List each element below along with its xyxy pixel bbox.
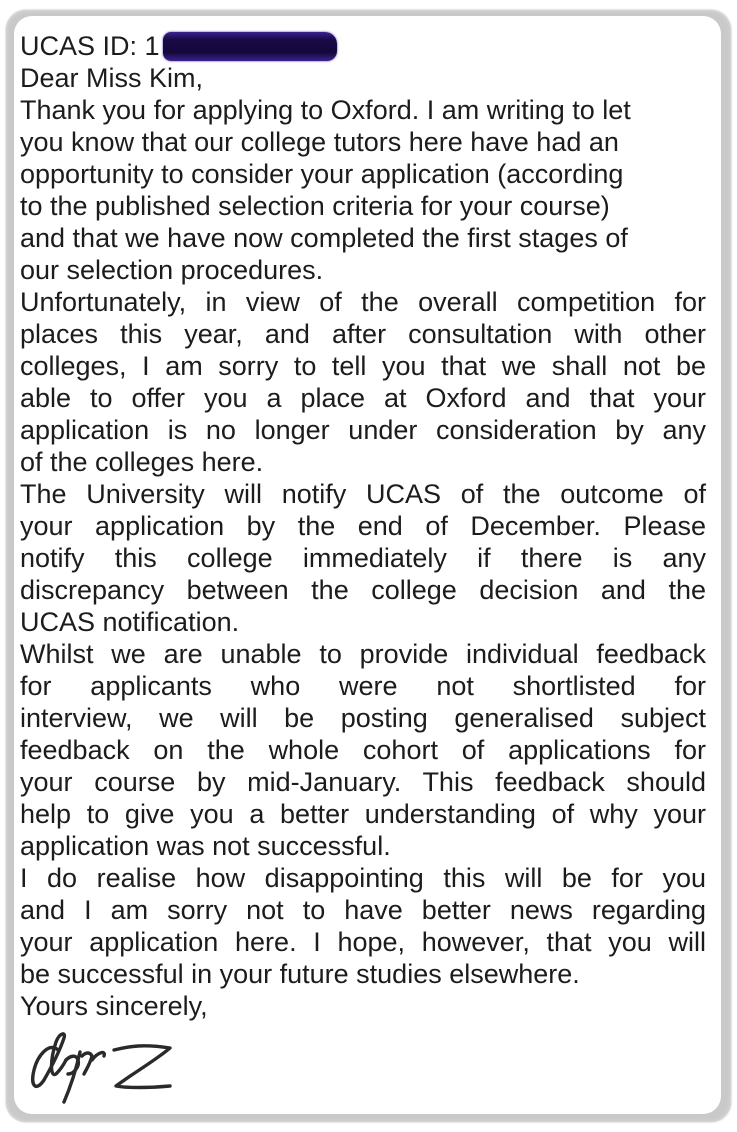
letter-line: opportunity to consider your application (according xyxy=(20,159,624,189)
salutation: Dear Miss Kim, xyxy=(20,63,204,93)
letter-line: your application here. I hope, however, that you will xyxy=(20,927,706,957)
letter-line: Thank you for applying to Oxford. I am writing to let xyxy=(20,95,631,125)
letter-body xyxy=(20,30,706,1022)
letter-line: colleges, I am sorry to tell you that we shall not be xyxy=(20,351,706,381)
letter-line: able to offer you a place at Oxford and that your xyxy=(20,383,706,413)
letter-line: to the published selection criteria for your course) xyxy=(20,191,610,221)
letter-line: be successful in your future studies elsewhere. xyxy=(20,959,580,989)
letter-line: our selection procedures. xyxy=(20,255,324,285)
letter-line: interview, we will be posting generalised subject xyxy=(20,703,706,733)
letter-line: application is no longer under consideration by any xyxy=(20,415,706,445)
letter-line: your course by mid-January. This feedback should xyxy=(20,767,706,797)
letter-line: feedback on the whole cohort of applications for xyxy=(20,735,706,765)
closing: Yours sincerely, xyxy=(20,991,208,1021)
signature-icon xyxy=(20,1030,190,1112)
letter-line: UCAS notification. xyxy=(20,607,240,637)
letter-line: for applicants who were not shortlisted for xyxy=(20,671,706,701)
letter-line: you know that our college tutors here have had an xyxy=(20,127,619,157)
letter-line: I do realise how disappointing this will be for you xyxy=(20,863,706,893)
letter-line: places this year, and after consultation with other xyxy=(20,319,706,349)
ucas-id-line xyxy=(20,30,706,62)
letter-line: and I am sorry not to have better news regarding xyxy=(20,895,706,925)
letter-line: and that we have now completed the first stages of xyxy=(20,223,628,253)
letter-line: notify this college immediately if there is any xyxy=(20,543,706,573)
letter-line: Whilst we are unable to provide individual feedback xyxy=(20,639,706,669)
letter-line: of the colleges here. xyxy=(20,447,264,477)
letter-line: application was not successful. xyxy=(20,831,391,861)
letter-line: discrepancy between the college decision and the xyxy=(20,575,706,605)
ucas-id-label: UCAS ID: 1 xyxy=(20,31,160,61)
letter-paragraphs xyxy=(20,94,706,990)
letter-line: help to give you a better understanding of why your xyxy=(20,799,706,829)
letter-line: Unfortunately, in view of the overall competition for xyxy=(20,287,706,317)
letter-line: your application by the end of December. Please xyxy=(20,511,706,541)
ucas-id-redaction xyxy=(163,32,337,61)
letter-line: The University will notify UCAS of the outcome of xyxy=(20,479,706,509)
